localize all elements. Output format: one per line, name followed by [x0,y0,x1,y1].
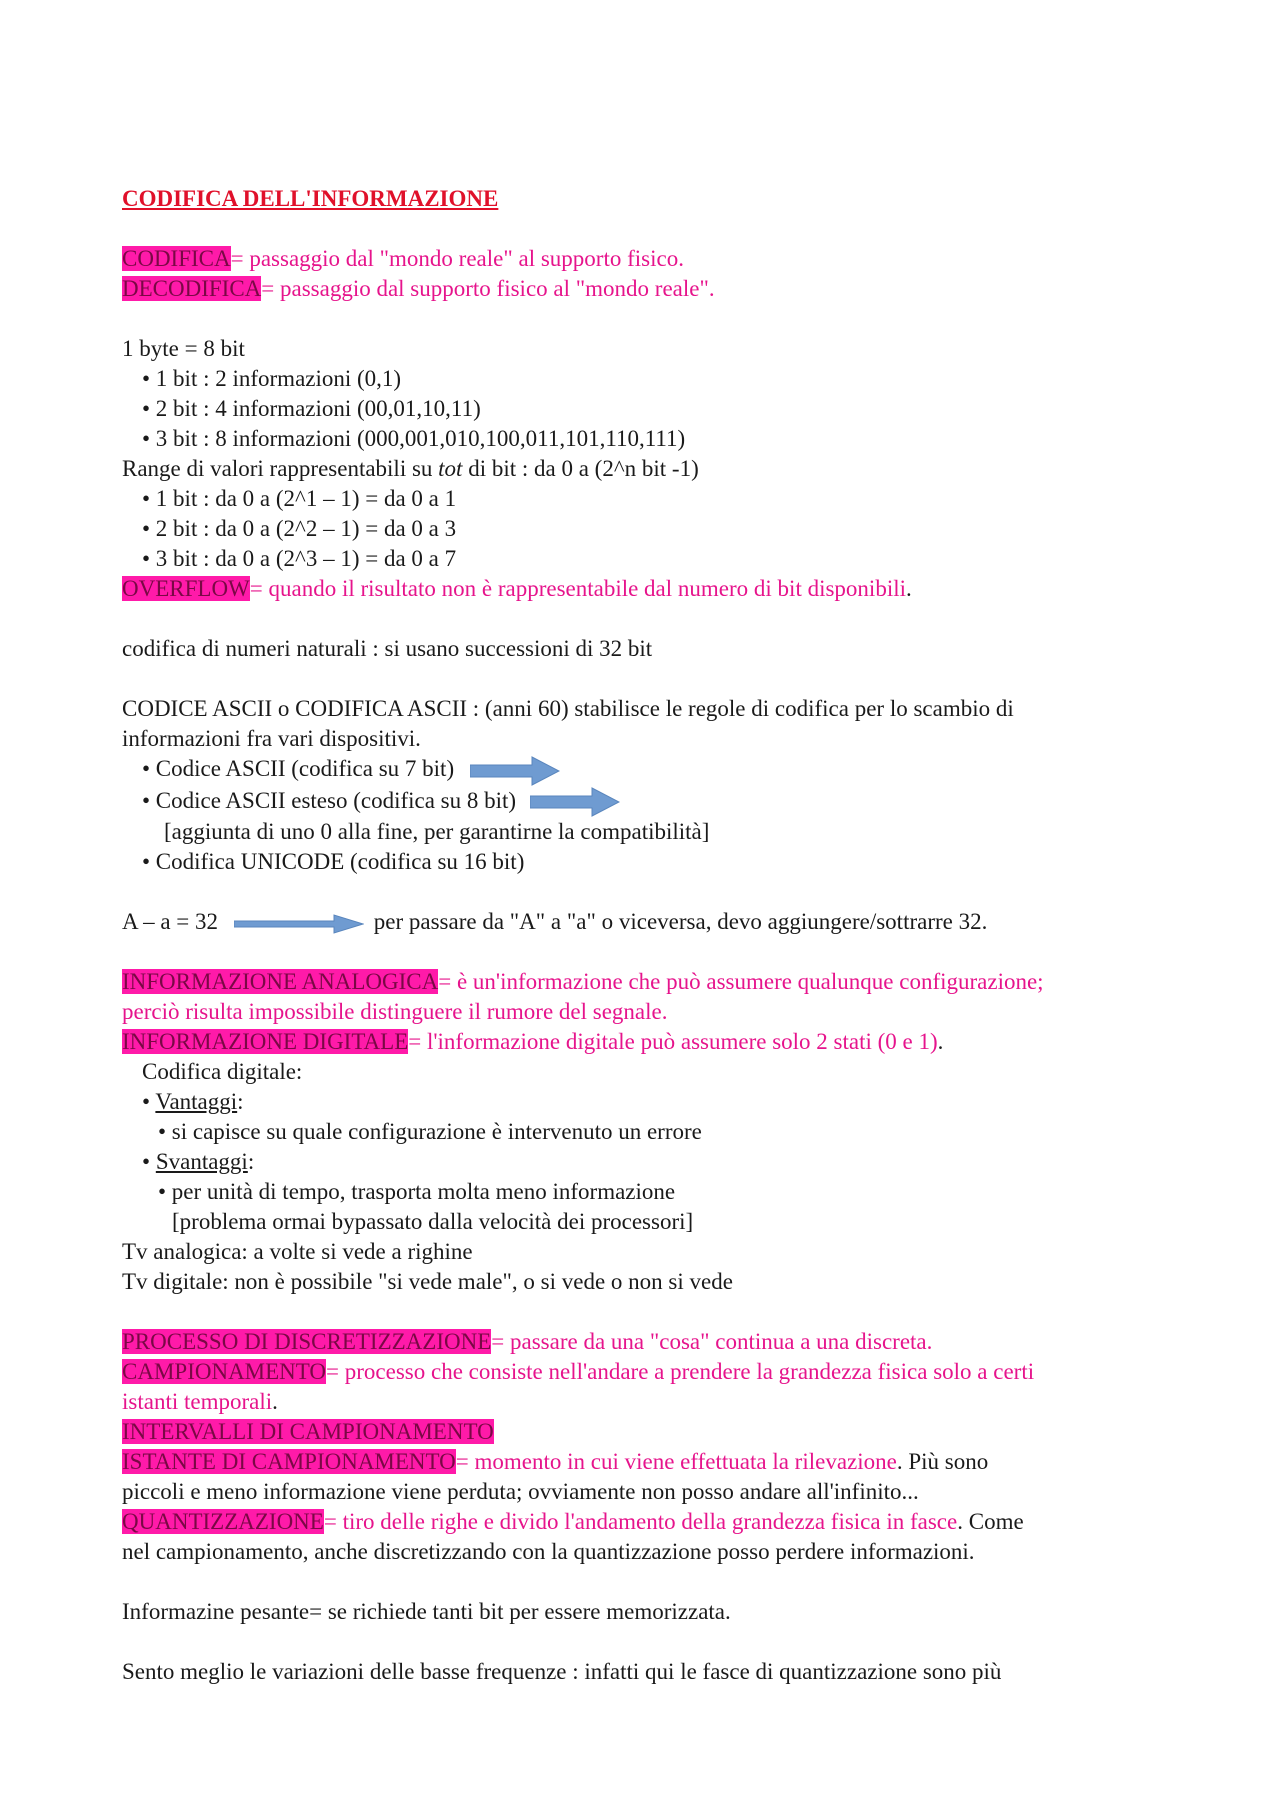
campionamento-text-continued: istanti temporali [122,1389,273,1415]
intervalli-term: INTERVALLI DI CAMPIONAMENTO [122,1419,494,1445]
range-item: • 3 bit : da 0 a (2^3 – 1) = da 0 a 7 [142,546,457,571]
intervalli-line [122,1417,1172,1447]
analogica-text-continued: perciò risulta impossibile distinguere il rumore del segnale. [122,999,668,1025]
analogica-text: = è un'informazione che può assumere qualunque configurazione; [438,969,1044,995]
istante-tail: . Più sono [896,1449,989,1475]
digitale-text: = l'informazione digitale può assumere solo 2 stati (0 e 1) [408,1029,938,1055]
right-arrow-icon [530,787,620,817]
vantaggi-item: • si capisce su quale configurazione è intervenuto un errore [158,1119,702,1145]
overflow-text: = quando il risultato non è rappresentabile dal numero di bit disponibili [249,576,906,601]
ascii-intro-line: CODICE ASCII o CODIFICA ASCII : (anni 60) stabilisce le regole di codifica per lo scambio di [122,696,1014,721]
page-title: CODIFICA DELL'INFORMAZIONE [122,186,499,211]
vantaggi-label: Vantaggi [155,1089,238,1115]
long-right-arrow-icon [234,914,364,934]
overflow-definition [122,574,1172,604]
bit-item: • 2 bit : 4 informazioni (00,01,10,11) [142,396,481,421]
spacer [122,604,1172,634]
svantaggi-label: Svantaggi [155,1149,248,1175]
codifica-text: = passaggio dal "mondo reale" al supporto fisico. [230,246,684,271]
case-left: A – a = 32 [122,909,219,935]
svantaggi-item: • per unità di tempo, trasporta molta meno informazione [158,1179,676,1205]
tv-digitale-line: Tv digitale: non è possibile "si vede male", o si vede o non si vede [122,1269,733,1295]
document-body [122,184,1172,1687]
vantaggi-heading: • Vantaggi: [142,1089,244,1115]
frequenze-line: Sento meglio le variazioni delle basse frequenze : infatti qui le fasce di quantizzazione sono più [122,1659,1002,1685]
codifica-term: CODIFICA [122,246,231,271]
decodifica-definition [122,274,1172,304]
analogica-term: INFORMAZIONE ANALOGICA [122,969,439,995]
quantizzazione-definition [122,1507,1172,1537]
range-post: di bit : da 0 a (2^n bit -1) [462,456,699,481]
decodifica-text: = passaggio dal supporto fisico al "mondo reale". [261,276,715,301]
istante-definition [122,1447,1172,1477]
spacer [122,1627,1172,1657]
codifica-digitale-heading: Codifica digitale: [142,1059,303,1085]
ascii-intro-line: informazioni fra vari dispositivi. [122,726,421,751]
spacer [122,664,1172,694]
tv-analogica-line: Tv analogica: a volte si vede a righine [122,1239,473,1265]
ascii-item [122,754,1172,786]
quantizzazione-text: = tiro delle righe e divido l'andamento della grandezza fisica in fasce [323,1509,958,1535]
spacer [122,214,1172,244]
discretizzazione-text: = passare da una "cosa" continua a una discreta. [491,1329,933,1355]
ascii-item-text: • Codice ASCII esteso (codifica su 8 bit) [142,787,517,813]
overflow-term: OVERFLOW [122,576,250,601]
decodifica-term: DECODIFICA [122,276,262,301]
svantaggi-heading: • Svantaggi: [142,1149,255,1175]
byte-line: 1 byte = 8 bit [122,336,245,361]
range-em: tot [438,456,463,481]
bit-item: • 1 bit : 2 informazioni (0,1) [142,366,402,391]
istante-term: ISTANTE DI CAMPIONAMENTO [122,1449,456,1475]
right-arrow-icon [470,756,560,786]
spacer [122,304,1172,334]
case-line [122,907,1172,937]
range-item: • 2 bit : da 0 a (2^2 – 1) = da 0 a 3 [142,516,457,541]
istante-continued: piccoli e meno informazione viene perduta; ovviamente non posso andare all'infinito... [122,1479,919,1505]
digitale-term: INFORMAZIONE DIGITALE [122,1029,409,1055]
discretizzazione-definition [122,1327,1172,1357]
spacer [122,1297,1172,1327]
istante-text: = momento in cui viene effettuata la rilevazione [455,1449,897,1475]
ascii-note: [aggiunta di uno 0 alla fine, per garantirne la compatibilità] [164,819,710,845]
quantizzazione-continued: nel campionamento, anche discretizzando con la quantizzazione posso perdere informazioni. [122,1539,975,1565]
analogica-definition [122,967,1172,997]
naturali-line: codifica di numeri naturali : si usano successioni di 32 bit [122,636,653,661]
campionamento-term: CAMPIONAMENTO [122,1359,327,1385]
campionamento-definition [122,1357,1172,1387]
range-pre: Range di valori rappresentabili su [122,456,439,481]
page-title-line [122,184,1172,214]
digitale-definition [122,1027,1172,1057]
campionamento-continued [122,1387,1172,1417]
digitale-tail: . [937,1029,944,1055]
case-right: per passare da "A" a "a" o viceversa, devo aggiungere/sottrarre 32. [373,909,988,935]
ascii-item-text: • Codice ASCII (codifica su 7 bit) [142,756,455,781]
quantizzazione-tail: . Come [957,1509,1024,1535]
spacer [122,1567,1172,1597]
spacer [122,937,1172,967]
svantaggi-note: [problema ormai bypassato dalla velocità dei processori] [172,1209,694,1235]
range-item: • 1 bit : da 0 a (2^1 – 1) = da 0 a 1 [142,486,457,511]
overflow-tail: . [906,576,912,601]
bit-item: • 3 bit : 8 informazioni (000,001,010,100,011,101,110,111) [142,426,686,451]
quantizzazione-term: QUANTIZZAZIONE [122,1509,324,1535]
spacer [122,877,1172,907]
campionamento-tail: . [272,1389,278,1415]
range-line [122,454,1172,484]
campionamento-text: = processo che consiste nell'andare a prendere la grandezza fisica solo a certi [326,1359,1035,1385]
ascii-item [122,786,1172,818]
discretizzazione-term: PROCESSO DI DISCRETIZZAZIONE [122,1329,492,1355]
ascii-item: • Codifica UNICODE (codifica su 16 bit) [142,849,525,875]
pesante-line: Informazine pesante= se richiede tanti bit per essere memorizzata. [122,1599,731,1625]
codifica-definition [122,244,1172,274]
